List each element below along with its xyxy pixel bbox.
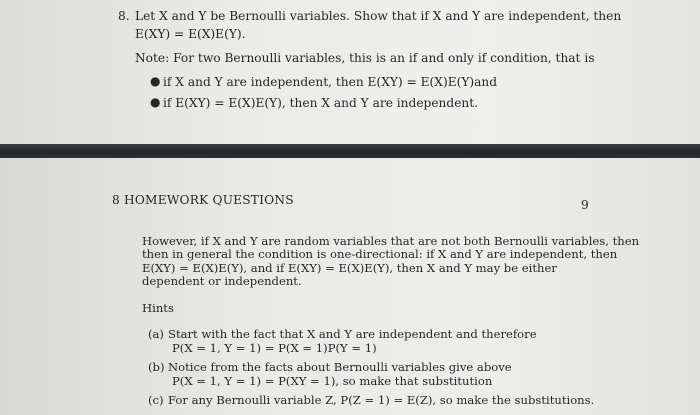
note-text: Note: For two Bernoulli variables, this is an if and only if condition, that is <box>135 51 595 65</box>
hint-b-line-2: P(X = 1, Y = 1) = P(XY = 1), so make that substitution <box>172 374 493 388</box>
hints-title: Hints <box>142 301 174 315</box>
hint-a-line-2: P(X = 1, Y = 1) = P(X = 1)P(Y = 1) <box>172 341 377 355</box>
bullet-dot: ● <box>150 95 161 109</box>
hint-label-b: (b) <box>148 360 165 374</box>
hint-b-line-1: Notice from the facts about Bernoulli variables give above <box>168 360 512 374</box>
hint-label-a: (a) <box>148 327 164 341</box>
bullet-dot: ● <box>150 74 161 88</box>
top-page <box>0 0 700 144</box>
hint-c-line-1: For any Bernoulli variable Z, P(Z = 1) = E(Z), so make the substitutions. <box>168 393 595 407</box>
problem-number: 8. <box>118 9 130 23</box>
bullet-item-2: if E(XY) = E(X)E(Y), then X and Y are independent. <box>163 96 479 110</box>
bullet-item-1: if X and Y are independent, then E(XY) = E(X)E(Y)and <box>163 75 498 89</box>
problem-statement-line-2: E(XY) = E(X)E(Y). <box>135 27 246 41</box>
hint-a-line-1: Start with the fact that X and Y are independent and therefore <box>168 327 537 341</box>
paragraph-line-3: E(XY) = E(X)E(Y), and if E(XY) = E(X)E(Y), then X and Y may be either <box>142 261 557 275</box>
page-separator <box>0 144 700 158</box>
section-header: 8 HOMEWORK QUESTIONS <box>112 193 294 207</box>
problem-statement-line-1: Let X and Y be Bernoulli variables. Show that if X and Y are independent, then <box>135 9 622 23</box>
paragraph-line-4: dependent or independent. <box>142 274 302 288</box>
page-number: 9 <box>581 198 589 212</box>
bottom-page <box>0 158 700 415</box>
paragraph-line-1: However, if X and Y are random variables that are not both Bernoulli variables, then <box>142 234 640 248</box>
hint-label-c: (c) <box>148 393 164 407</box>
paragraph-line-2: then in general the condition is one-directional: if X and Y are independent, then <box>142 247 618 261</box>
